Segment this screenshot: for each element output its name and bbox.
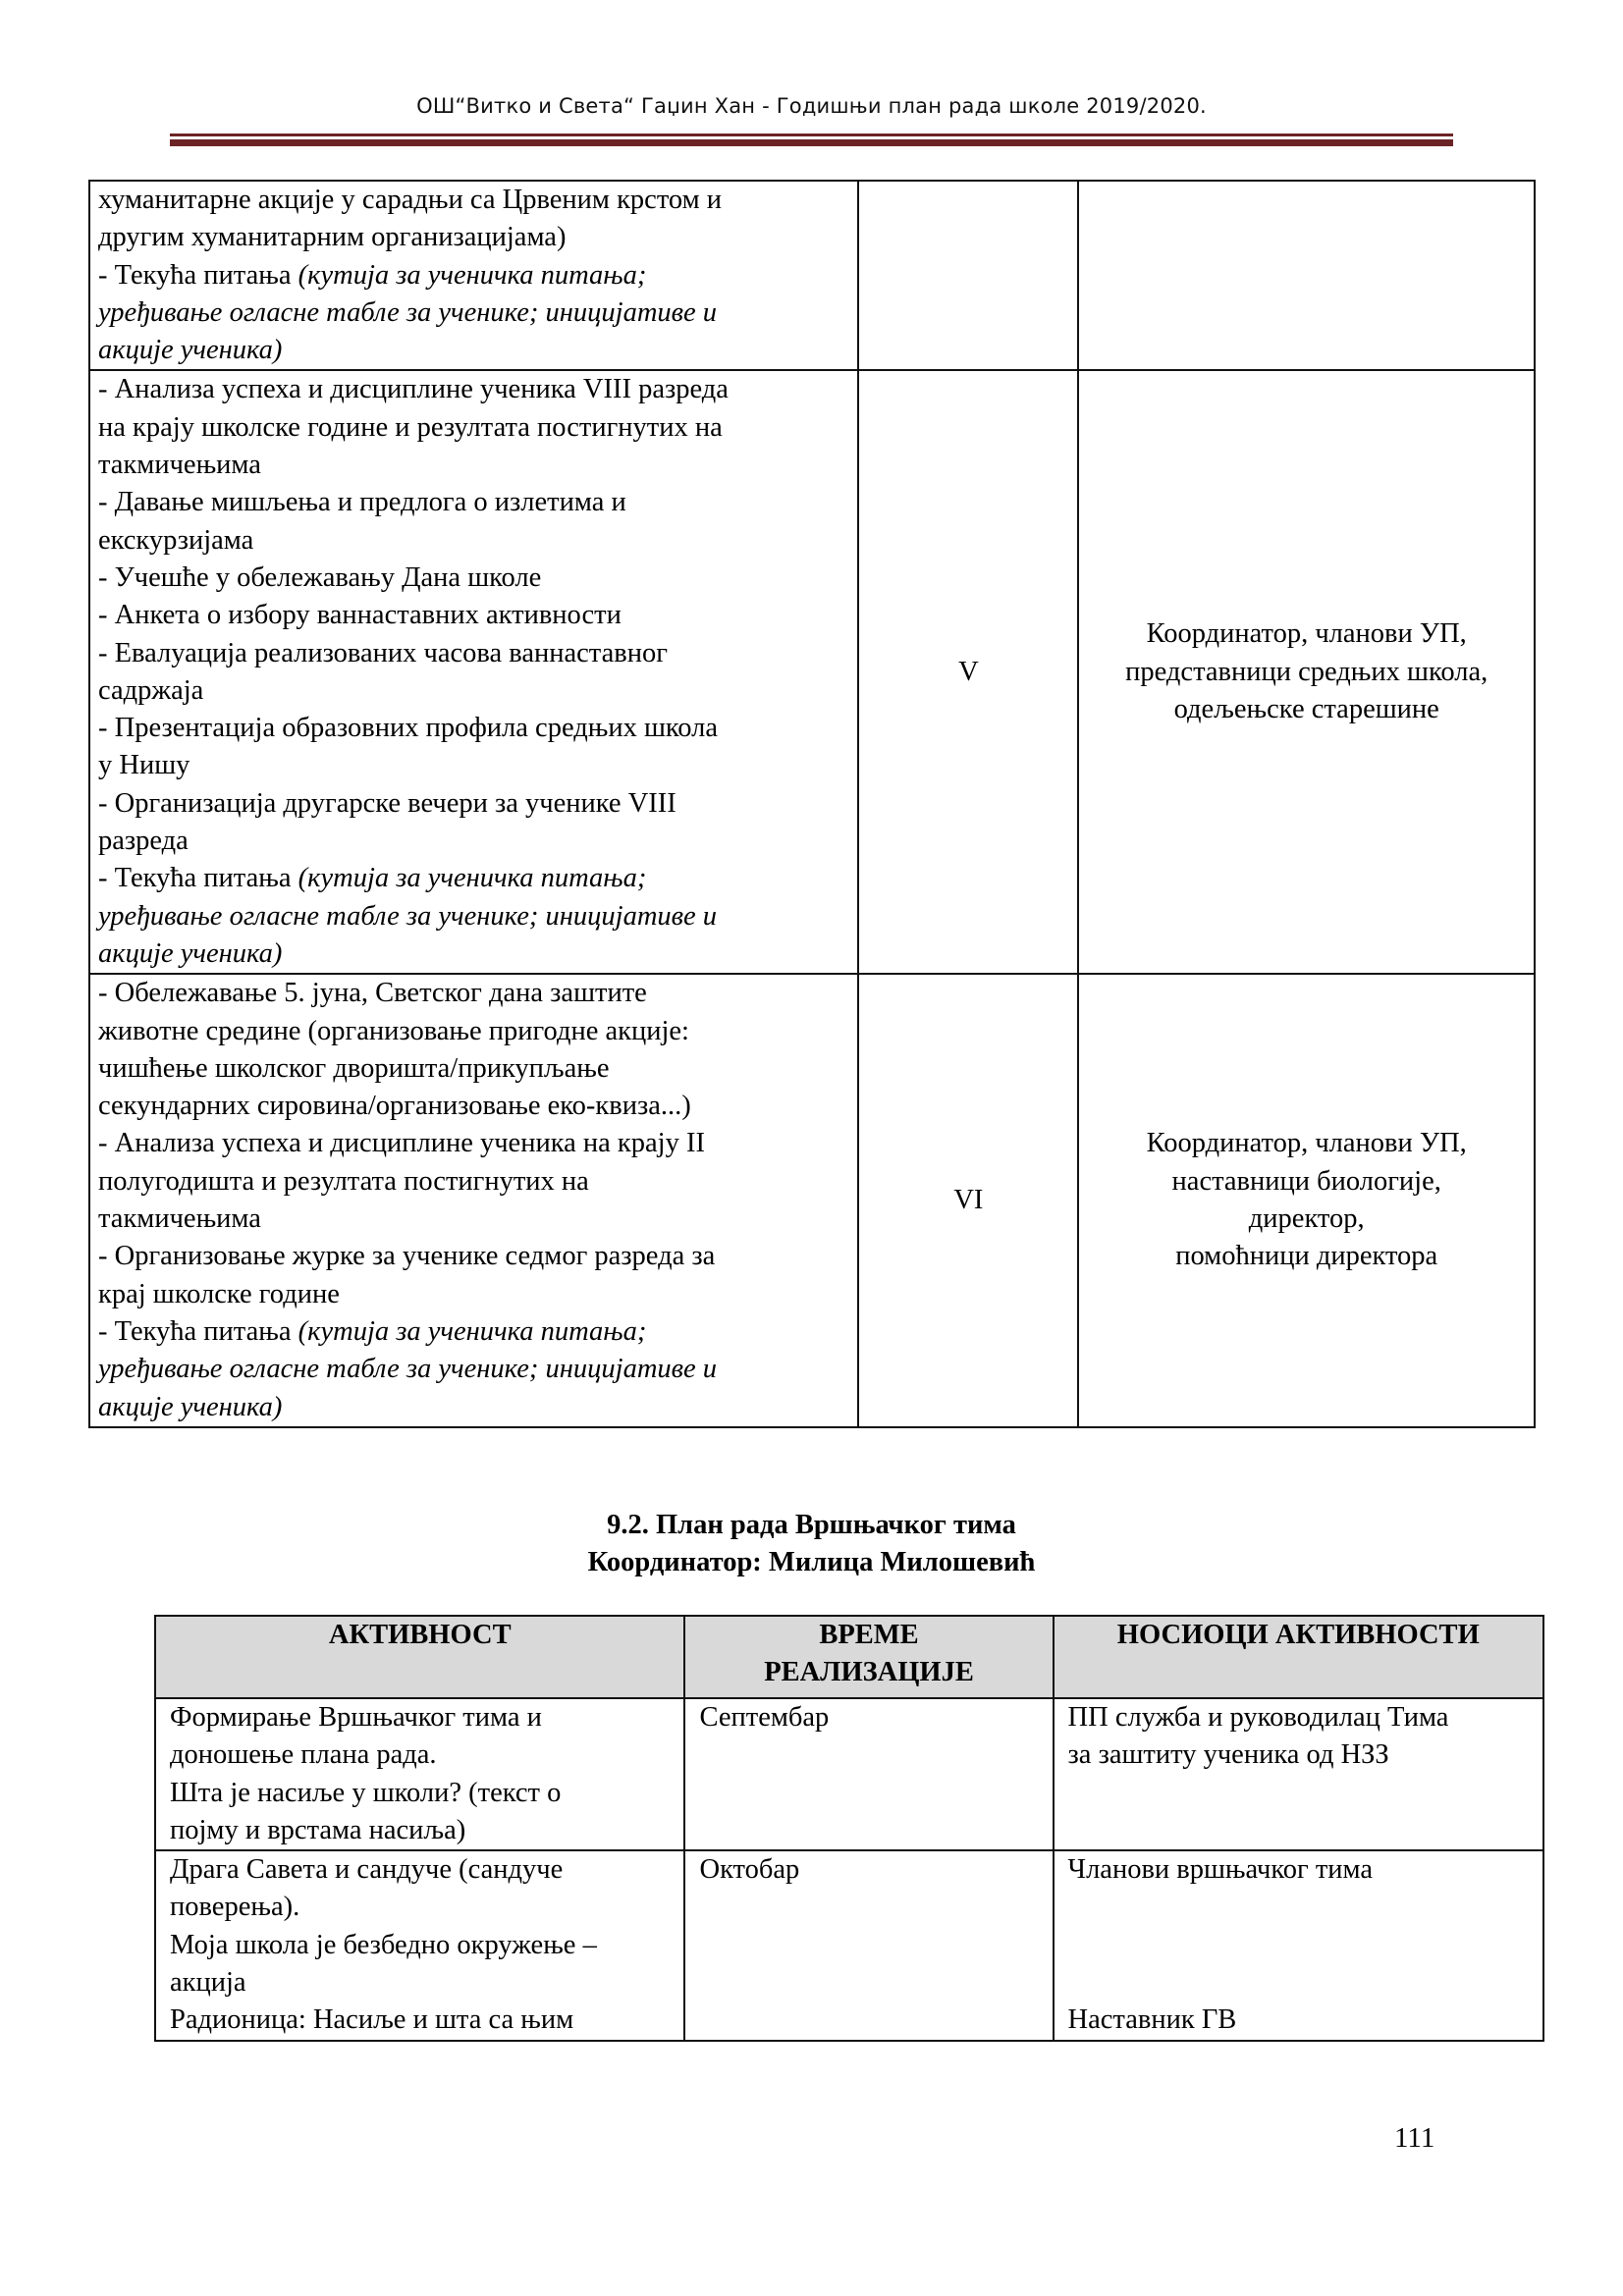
activity-line: разреда — [98, 826, 189, 857]
peer-team-plan-table — [154, 1615, 1544, 2042]
activity-line: акције ученика) — [98, 937, 283, 969]
activity-line: хуманитарне акције у сарадњи са Црвеним крстом и — [98, 185, 723, 215]
activity-line: полугодишта и резултата постигнутих на — [98, 1165, 589, 1197]
carriers-cell — [1078, 974, 1535, 1427]
activities-cell — [89, 974, 858, 1427]
activity-line: крај школске године — [98, 1278, 340, 1309]
header-rule-thin — [170, 133, 1453, 136]
column-header-activity: АКТИВНОСТ — [155, 1616, 684, 1698]
activity-line: у Нишу — [98, 750, 190, 781]
carriers-cell: Чланови вршњачког тима Наставник ГВ — [1054, 1850, 1543, 2040]
time-cell — [858, 181, 1078, 370]
activity-line: - Текућа питања (кутија за ученичка питања; — [98, 259, 647, 291]
table-row — [155, 1698, 1543, 1850]
activity-line: такмичењима — [98, 1203, 261, 1235]
activity-line: - Презентација образовних профила средњих школа — [98, 713, 719, 744]
activity-line: - Учешће у обележавању Дана школе — [98, 561, 542, 593]
student-parliament-plan-table — [88, 180, 1536, 1428]
carrier-line: наставници биологије, — [1171, 1165, 1441, 1197]
activity-line: - Анализа успеха и дисциплине ученика VIII разреда — [98, 374, 729, 405]
activity-line: садржаја — [98, 674, 204, 706]
table-header-row — [155, 1616, 1543, 1698]
table-row — [155, 1850, 1543, 2040]
carrier-line: директор, — [1248, 1203, 1365, 1235]
column-header-time: ВРЕМЕ РЕАЛИЗАЦИЈЕ — [684, 1616, 1053, 1698]
carriers-cell: ПП служба и руководилац Тима за заштиту ученика од НЗЗ — [1054, 1698, 1543, 1850]
activity-line: екскурзијама — [98, 524, 254, 556]
carriers-cell — [1078, 370, 1535, 974]
activity-line: - Анализа успеха и дисциплине ученика на крају II — [98, 1128, 705, 1159]
activity-line: - Давање мишљења и предлога о излетима и — [98, 487, 626, 518]
activity-line: уређивање огласне табле за ученике; иницијативе и — [98, 900, 718, 932]
activity-line: другим хуманитарним организацијама) — [98, 222, 567, 253]
time-cell: Октобар — [684, 1850, 1053, 2040]
activity-line: акције ученика) — [98, 335, 283, 366]
activity-line: чишћење школског дворишта/прикупљање — [98, 1052, 610, 1084]
carrier-line: Координатор, чланови УП, — [1146, 618, 1467, 650]
page-number: 111 — [1394, 2122, 1435, 2154]
section-coordinator: Координатор: Милица Милошевић — [587, 1547, 1036, 1577]
time-cell: Септембар — [684, 1698, 1053, 1850]
activity-line: секундарних сировина/организовање еко-квиза...) — [98, 1091, 691, 1122]
activity-line: уређивање огласне табле за ученике; иницијативе и — [98, 296, 718, 328]
table-row — [89, 181, 1535, 370]
activity-line: животне средине (организовање пригодне акције: — [98, 1015, 689, 1046]
activity-line: - Евалуација реализованих часова ваннаставног — [98, 637, 668, 668]
activity-line: - Текућа питања (кутија за ученичка питања; — [98, 1315, 647, 1347]
activities-cell — [89, 370, 858, 974]
activity-line: на крају школске године и резултата постигнутих на — [98, 411, 723, 443]
activity-cell: Драга Савета и сандуче (сандуче поверења). Моја школа је безбедно окружење – акција Радионица: Насиље и шта са њим — [155, 1850, 684, 2040]
activities-cell — [89, 181, 858, 370]
section-heading: 9.2. План рада Вршњачког тима — [607, 1510, 1016, 1540]
carrier-line: одељењске старешине — [1173, 694, 1439, 724]
table-row — [89, 974, 1535, 1427]
carrier-line: помоћници директора — [1175, 1241, 1438, 1272]
activity-line: акције ученика) — [98, 1391, 283, 1422]
column-header-carriers: НОСИОЦИ АКТИВНОСТИ — [1054, 1616, 1543, 1698]
carrier-line: представници средњих школа, — [1125, 656, 1488, 687]
time-cell: V — [858, 370, 1078, 974]
activity-line: - Анкета о избору ваннаставних активности — [98, 600, 622, 631]
activity-line: - Организовање журке за ученике седмог разреда за — [98, 1241, 716, 1272]
activity-line: такмичењима — [98, 450, 261, 481]
activity-cell: Формирање Вршњачког тима и доношење плана рада. Шта је насиље у школи? (текст о појму и врстама насиља) — [155, 1698, 684, 1850]
carriers-cell — [1078, 181, 1535, 370]
activity-line: - Организација другарске вечери за ученике VIII — [98, 787, 676, 819]
table-row — [89, 370, 1535, 974]
page-header-title: ОШ“Витко и Света“ Гаџин Хан - Годишњи план рада школе 2019/2020. — [416, 94, 1207, 118]
time-cell: VI — [858, 974, 1078, 1427]
carrier-line: Координатор, чланови УП, — [1146, 1128, 1467, 1159]
header-rule-thick — [170, 139, 1453, 146]
activity-line: - Текућа питања (кутија за ученичка питања; — [98, 863, 647, 894]
activity-line: уређивање огласне табле за ученике; иницијативе и — [98, 1354, 718, 1385]
activity-line: - Обележавање 5. јуна, Светског дана заштите — [98, 978, 647, 1009]
